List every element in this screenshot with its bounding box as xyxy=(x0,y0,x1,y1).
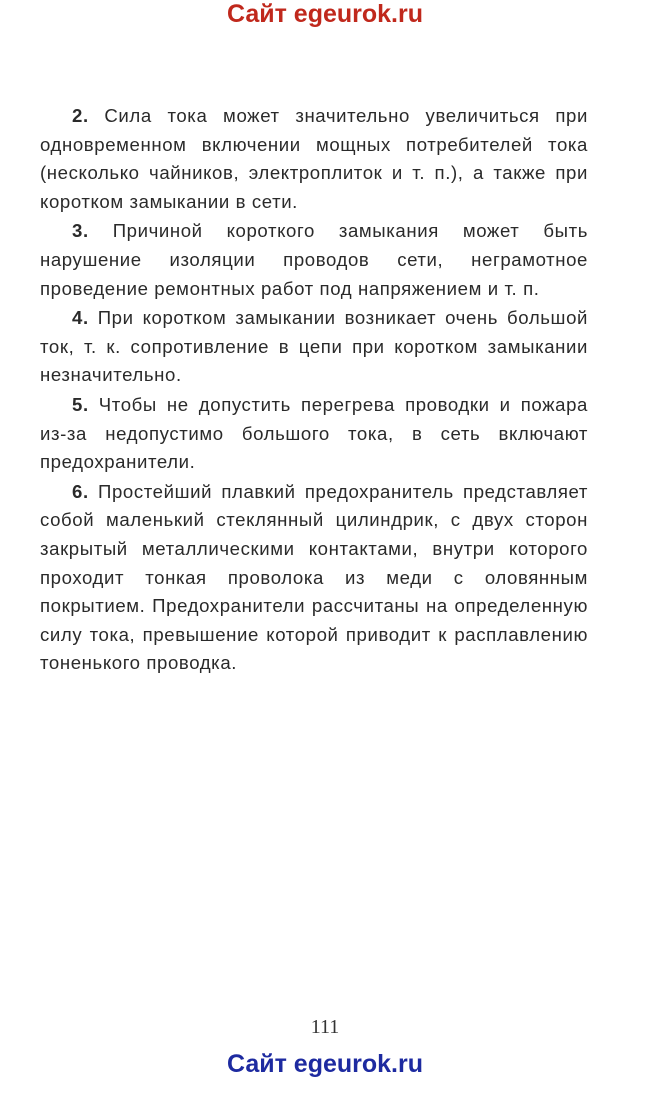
page-number: 111 xyxy=(310,1016,340,1038)
page-body xyxy=(40,102,588,678)
paragraph-6 xyxy=(40,478,588,678)
paragraph-5 xyxy=(40,391,588,477)
paragraph-number: 2. xyxy=(72,105,89,126)
paragraph-number: 4. xyxy=(72,307,89,329)
paragraph-text: Простейший плавкий предохранитель представляет собой маленький стеклянный цилиндрик, с двух сторон закрытый металлическими контактами, внутри которого проходит тонкая проволока из меди с оловянным покрытием. Предохранители рассчитаны на определенную силу тока, превышение которой приводит к расплавлению тоненького проводка. xyxy=(40,480,588,674)
paragraph-2 xyxy=(40,102,588,216)
paragraph-text: Чтобы не допустить перегрева проводки и пожара из-за недопустимо большого тока, в сеть включают предохранители. xyxy=(40,393,588,473)
paragraph-number: 3. xyxy=(72,220,89,242)
paragraph-number: 5. xyxy=(72,393,89,415)
paragraph-4 xyxy=(40,304,588,390)
paragraph-3 xyxy=(40,217,588,303)
paragraph-text: При коротком замыкании возникает очень большой ток, т. к. сопротивление в цепи при коротком замыкании незначительно. xyxy=(40,307,588,386)
paragraph-number: 6. xyxy=(72,480,89,502)
site-watermark-top: Сайт egeurok.ru xyxy=(226,0,424,28)
paragraph-text: Сила тока может значительно увеличиться при одновременном включении мощных потребителей тока (несколько чайников, электроплиток и т. п.), а также при коротком замыкании в сети. xyxy=(40,105,588,212)
site-watermark-bottom: Сайт egeurok.ru xyxy=(226,1050,424,1078)
paragraph-text: Причиной короткого замыкания может быть нарушение изоляции проводов сети, неграмотное проведение ремонтных работ под напряжением и т. п. xyxy=(40,220,588,299)
